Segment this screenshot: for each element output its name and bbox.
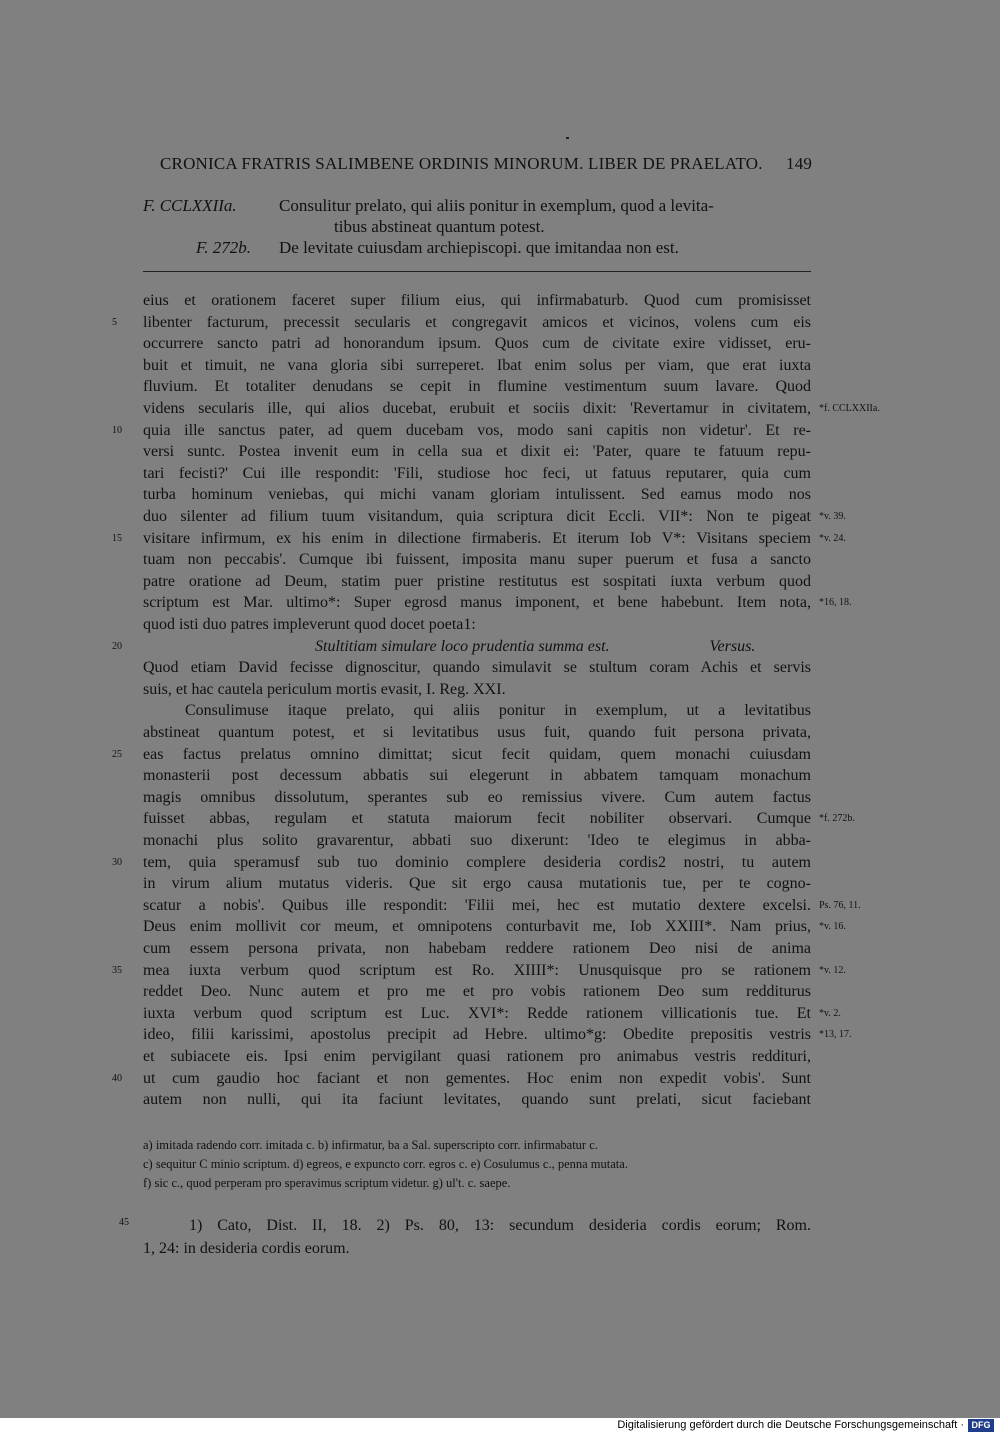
dfg-logo: DFG bbox=[968, 1419, 994, 1432]
text-line: tem, quia speramusf sub tuo dominio complere desideria cordis2 nostri, tu autem bbox=[143, 853, 811, 871]
text-line: monachi plus solito gravarentur, abbati suo dixerunt: 'Ideo te elegimus in abba- bbox=[143, 832, 811, 849]
text-line: fuisset abbas, regulam et statuta maiorum fecit nobiliter observari. Cumque bbox=[143, 810, 811, 828]
text-line: monasterii post decessum abbatis sui elegerunt in abbatem tamquam monachum bbox=[143, 767, 811, 785]
text-line: occurrere sancto patri ad honorandum ipsum. Quos cum de civitate exire vidisset, eru- bbox=[143, 335, 811, 353]
text-line: et subiacete eis. Ipsi enim pervigilant quasi rationem pro animabus vestris reddituri, bbox=[143, 1048, 811, 1065]
text-line: quod isti duo patres impleverunt quod docet poeta1: bbox=[143, 616, 476, 633]
apparatus-line: f) sic c., quod perperam pro speravimus scriptum videtur. g) ul't. c. saepe. bbox=[143, 1176, 511, 1190]
line-number: 25 bbox=[112, 748, 122, 760]
text-line: videns secularis ille, qui alios ducebat, erubuit et sociis dixit: 'Revertamur in civitatem, bbox=[143, 400, 811, 417]
summary-text: Consulitur prelato, qui aliis ponitur in exemplum, quod a levita- bbox=[279, 196, 714, 215]
running-head bbox=[160, 154, 820, 174]
line-number: 15 bbox=[112, 532, 122, 544]
margin-reference: *v. 2. bbox=[819, 1007, 841, 1019]
footnote-line: 1) Cato, Dist. II, 18. 2) Ps. 80, 13: secundum desideria cordis eorum; Rom. bbox=[189, 1217, 811, 1234]
text-line: duo silenter ad filium tuum visitandum, quia scriptura dicit Eccli. VII*: Non te pigeat bbox=[143, 508, 811, 525]
text-line: cum essem persona privata, non habebam reddere rationem Deo nisi de anima bbox=[143, 940, 811, 957]
text-line: tuam non peccabis'. Cumque ibi fuissent, imposita manu super puerum et fusa a sancto bbox=[143, 551, 811, 569]
text-line: patre oratione ad Deum, statim puer pristine restitutus est sospitati iuxta verbum quod bbox=[143, 572, 811, 590]
summary-text: De levitate cuiusdam archiepiscopi. que imitandaa non est. bbox=[279, 238, 679, 257]
apparatus-line: a) imitada radendo corr. imitada c. b) infirmatur, ba a Sal. superscripto corr. infirmabatur c. bbox=[143, 1138, 598, 1152]
text-line: iuxta verbum quod scriptum est Luc. XVI*: Redde rationem villicationis tue. Et bbox=[143, 1004, 811, 1022]
text-line: reddet Deo. Nunc autem et pro me et pro vobis rationem Deo sum redditurus bbox=[143, 983, 811, 1001]
running-title: CRONICA FRATRIS SALIMBENE ORDINIS MINORUM. LIBER DE PRAELATO. bbox=[160, 154, 763, 173]
text-line: suis, et hac cautela periculum mortis evasit, I. Reg. XXI. bbox=[143, 680, 506, 698]
margin-reference: *13, 17. bbox=[819, 1029, 852, 1041]
text-line: ideo, filii karissimi, apostolus precipit ad Hebre. ultimo*g: Obedite prepositis vestris bbox=[143, 1026, 811, 1044]
margin-reference: *16, 18. bbox=[819, 597, 852, 609]
apparatus-line: c) sequitur C minio scriptum. d) egreos, e expuncto corr. egros c. e) Cosulumus c., penna mutata. bbox=[143, 1157, 628, 1171]
summary-label: F. 272b. bbox=[196, 238, 251, 257]
text-line: mea iuxta verbum quod scriptum est Ro. XIIII*: Unusquisque pro se rationem bbox=[143, 961, 811, 979]
margin-reference: *f. 272b. bbox=[819, 813, 855, 825]
text-line: scriptum est Mar. ultimo*: Super egrosd manus imponent, et bene habebunt. Item nota, bbox=[143, 594, 811, 612]
summary-2 bbox=[196, 238, 876, 258]
text-line: visitare infirmum, ex his enim in dilectione firmaberis. Et iterum Iob V*: Visitans speciem bbox=[143, 529, 811, 547]
line-number: 45 bbox=[119, 1217, 129, 1228]
text-line: fluvium. Et totaliter denudans se cepit in flumine vestimentum suum lavare. Quod bbox=[143, 378, 811, 396]
summary-label: F. CCLXXIIa. bbox=[143, 196, 237, 215]
margin-reference: *v. 39. bbox=[819, 511, 846, 522]
text-line: scatur a nobis'. Quibus ille respondit: 'Filii mei, hec est mutatio dextere excelsi. bbox=[143, 896, 811, 914]
text-line: libenter facturum, precessit secularis et congregavit amicos et vicinos, volens cum eis bbox=[143, 313, 811, 331]
text-line: turba hominum veniebas, qui michi vanam gloriam intulissent. Sed eamus modo nos bbox=[143, 486, 811, 504]
scan-mark bbox=[566, 137, 569, 139]
summary-1 bbox=[143, 196, 823, 216]
separator-rule bbox=[143, 271, 811, 272]
text-line: tari fecisti?' Cui ille respondit: 'Fili, studiose hoc feci, ut fatuus reputarer, quia cum bbox=[143, 464, 811, 482]
text-line: abstineat quantum potest, et si levitatibus usus fuit, quando fuit persona privata, bbox=[143, 724, 811, 741]
text-line: eas factus prelatus omnino dimittat; sicut fecit quidam, quem monachi cuiusdam bbox=[143, 745, 811, 763]
margin-reference: Ps. 76, 11. bbox=[819, 899, 861, 911]
margin-reference: *v. 16. bbox=[819, 921, 846, 933]
funding-credit: Digitalisierung gefördert durch die Deutsche Forschungsgemeinschaft · bbox=[617, 1419, 964, 1431]
text-line: magis omnibus dissolutum, sperantes sub eo remissius vivere. Cum autem factus bbox=[143, 788, 811, 806]
text-line: Stultitiam simulare loco prudentia summa est. Versus. bbox=[315, 637, 756, 655]
text-line: quia ille sanctus pater, ad quem ducebam vos, modo sani capitis non videtur'. Et re- bbox=[143, 421, 811, 439]
line-number: 40 bbox=[112, 1072, 122, 1084]
margin-reference: *v. 12. bbox=[819, 964, 846, 976]
margin-reference: *f. CCLXXIIa. bbox=[819, 403, 880, 414]
text-line: buit et timuit, ne vana gloria sibi surreperet. Ibat enim solus per viam, que erat iuxta bbox=[143, 356, 811, 374]
line-number: 20 bbox=[112, 640, 122, 652]
summary-text: tibus abstineat quantum potest. bbox=[334, 217, 545, 236]
text-line: eius et orationem faceret super filium eius, qui infirmabaturb. Quod cum promisisset bbox=[143, 292, 811, 309]
line-number: 35 bbox=[112, 964, 122, 976]
text-line: Consulimuse itaque prelato, qui aliis ponitur in exemplum, ut a levitatibus bbox=[185, 702, 811, 720]
text-line: in virum alium mutatus videris. Que sit ergo causa mutationis tue, per te cogno- bbox=[143, 875, 811, 893]
text-line: ut cum gaudio hoc faciant et non gementes. Hoc enim non expedit vobis'. Sunt bbox=[143, 1069, 811, 1087]
text-line: Quod etiam David fecisse dignoscitur, quando simulavit se stultum coram Achis et servis bbox=[143, 659, 811, 677]
margin-reference: *v. 24. bbox=[819, 532, 846, 544]
line-number: 10 bbox=[112, 424, 122, 436]
page-number: 149 bbox=[786, 154, 813, 173]
line-number: 5 bbox=[112, 316, 117, 328]
line-number: 30 bbox=[112, 856, 122, 868]
text-line: autem non nulli, qui ita faciunt levitates, quando sunt prelati, sicut faciebant bbox=[143, 1091, 811, 1109]
text-line: Deus enim mollivit cor meum, et omnipotens conturbavit me, Iob XXIII*. Nam prius, bbox=[143, 918, 811, 936]
footnote-line: 1, 24: in desideria cordis eorum. bbox=[143, 1240, 350, 1257]
text-line: versi suntc. Postea invenit eum in cella sua et dixit ei: 'Pater, quare te fatuum repu- bbox=[143, 443, 811, 461]
